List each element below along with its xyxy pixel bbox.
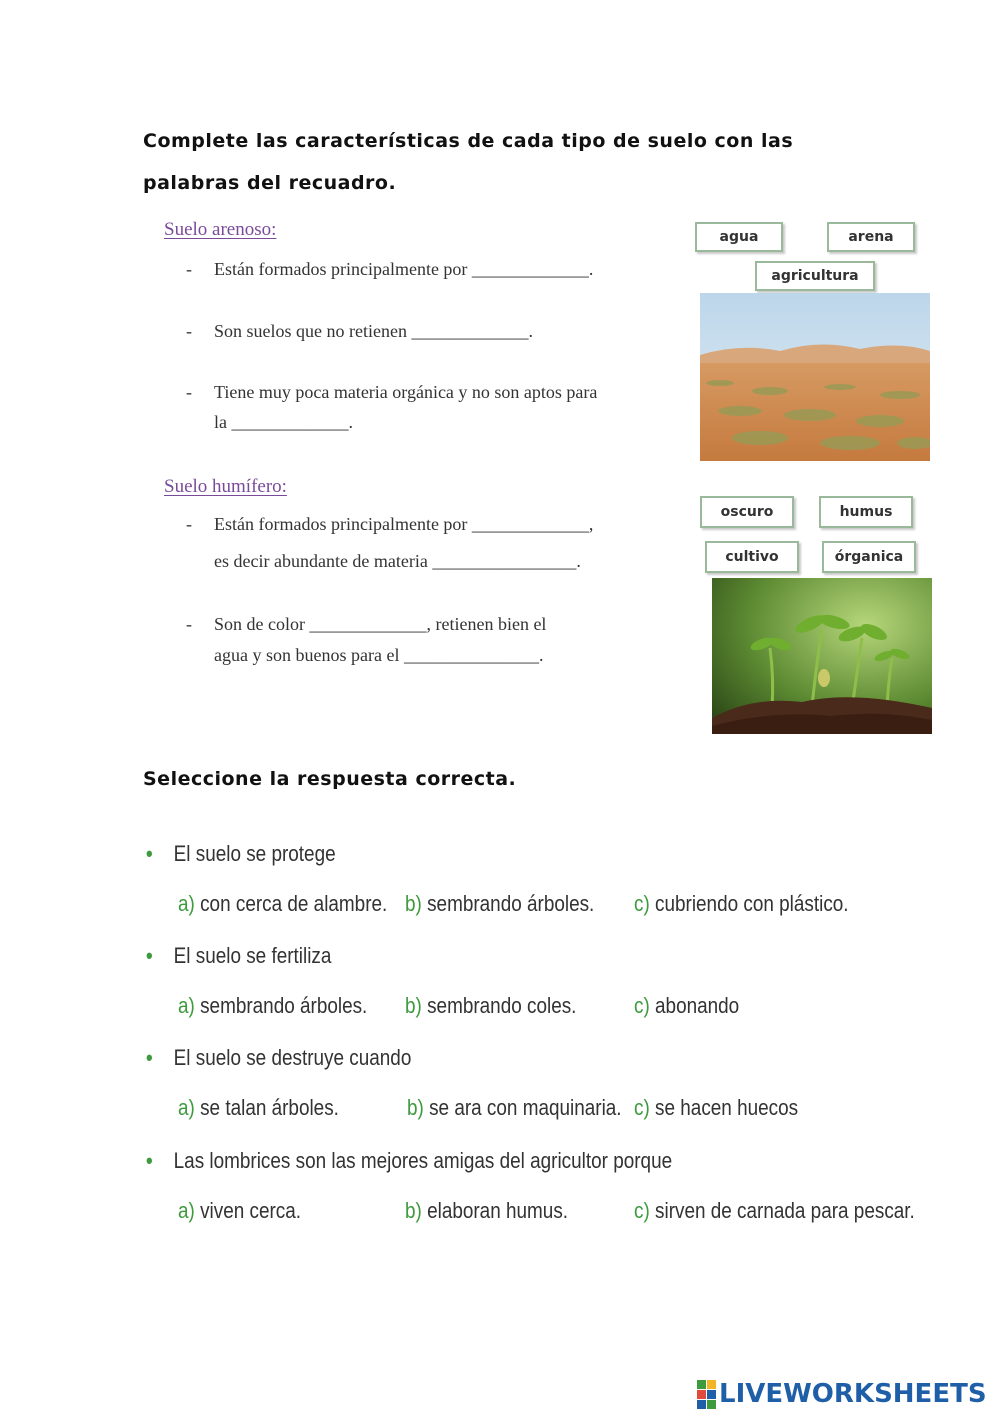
humifero-item-1: - Están formados principalmente por _____________,	[186, 514, 594, 534]
bullet: •	[146, 1045, 153, 1070]
q3-option-c[interactable]: c) se hacen huecos	[634, 1095, 799, 1120]
desert-photo	[700, 293, 930, 461]
arenoso-item-3: - Tiene muy poca materia orgánica y no son aptos para	[186, 382, 598, 402]
bullet: •	[146, 1148, 153, 1173]
arenoso-title: Suelo arenoso:	[164, 219, 277, 240]
seedlings-photo	[712, 578, 932, 734]
q3-option-b[interactable]: b) se ara con maquinaria.	[407, 1095, 622, 1120]
q4-option-c[interactable]: c) sirven de carnada para pescar.	[634, 1198, 915, 1223]
q2-option-a[interactable]: a) sembrando árboles.	[178, 993, 368, 1018]
bullet: •	[146, 943, 153, 968]
humifero-title: Suelo humífero:	[164, 476, 287, 497]
q2-option-b[interactable]: b) sembrando coles.	[405, 993, 577, 1018]
bullet: •	[146, 841, 153, 866]
word-box-cultivo[interactable]: cultivo	[705, 541, 799, 573]
word-box-arena[interactable]: arena	[827, 222, 915, 252]
liveworksheets-logo	[697, 1378, 995, 1410]
word-box-humus[interactable]: humus	[819, 496, 913, 528]
liveworksheets-wordmark: LIVEWORKSHEETS	[719, 1379, 987, 1409]
question-2: • El suelo se fertiliza	[146, 943, 332, 968]
humifero-item-1-cont: es decir abundante de materia ________________.	[214, 551, 581, 571]
arenoso-item-1: - Están formados principalmente por _____________.	[186, 259, 594, 279]
question-3: • El suelo se destruye cuando	[146, 1045, 412, 1070]
liveworksheets-icon	[697, 1380, 716, 1409]
quiz-title: Seleccione la respuesta correcta.	[143, 768, 517, 790]
q1-option-b[interactable]: b) sembrando árboles.	[405, 891, 595, 916]
q4-option-b[interactable]: b) elaboran humus.	[405, 1198, 569, 1223]
question-4: • Las lombrices son las mejores amigas del agricultor porque	[146, 1148, 673, 1173]
word-box-agua[interactable]: agua	[695, 222, 783, 252]
instructions-line-2: palabras del recuadro.	[143, 172, 397, 194]
instructions-line-1: Complete las características de cada tipo de suelo con las	[143, 130, 794, 152]
q4-option-a[interactable]: a) viven cerca.	[178, 1198, 302, 1223]
q1-option-c[interactable]: c) cubriendo con plástico.	[634, 891, 849, 916]
question-1: • El suelo se protege	[146, 841, 336, 866]
q1-option-a[interactable]: a) con cerca de alambre.	[178, 891, 388, 916]
q3-option-a[interactable]: a) se talan árboles.	[178, 1095, 339, 1120]
humifero-item-2: - Son de color _____________, retienen bien el	[186, 614, 547, 634]
arenoso-item-3-cont: la _____________.	[214, 412, 353, 432]
word-box-agricultura[interactable]: agricultura	[755, 261, 875, 291]
arenoso-item-2: - Son suelos que no retienen _____________.	[186, 321, 533, 341]
word-box-oscuro[interactable]: oscuro	[700, 496, 794, 528]
humifero-item-2-cont: agua y son buenos para el _______________.	[214, 645, 544, 665]
word-box-organica[interactable]: órganica	[822, 541, 916, 573]
q2-option-c[interactable]: c) abonando	[634, 993, 740, 1018]
